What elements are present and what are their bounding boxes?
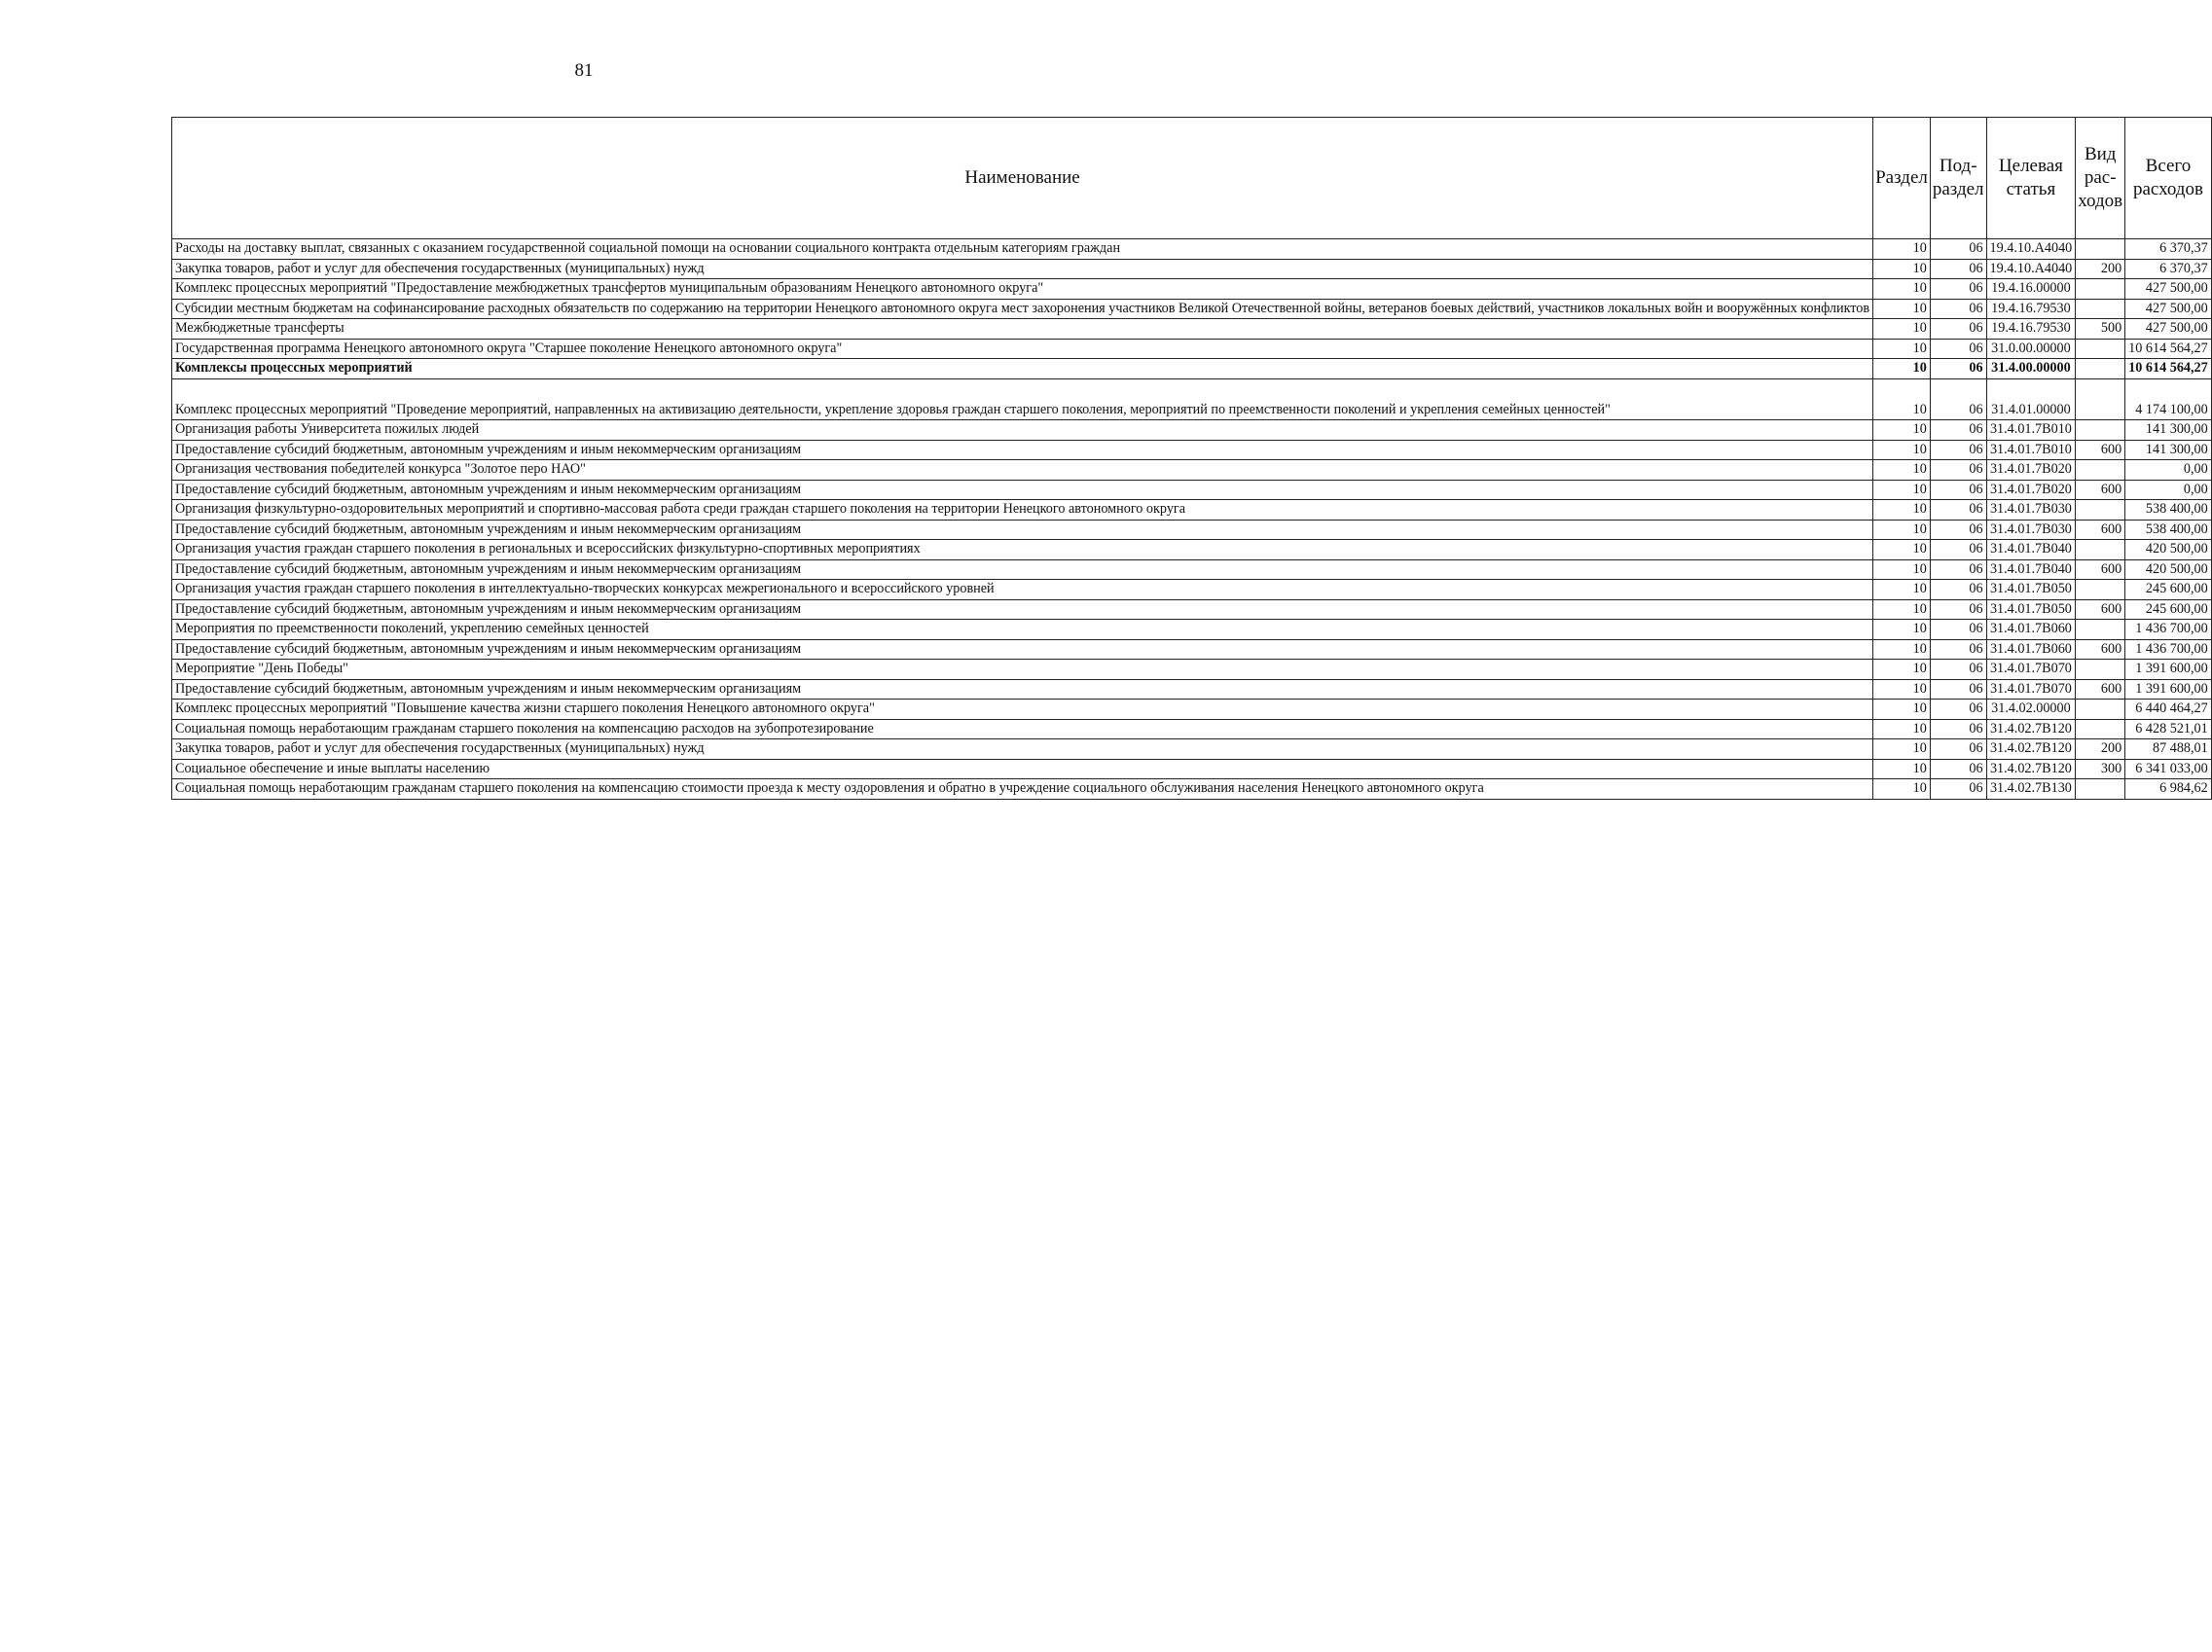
cell-target: 31.4.02.7В120 xyxy=(1986,759,2076,779)
cell-section: 10 xyxy=(1873,480,1931,500)
cell-subsection: 06 xyxy=(1930,378,1986,420)
cell-type: 300 xyxy=(2076,759,2125,779)
cell-section: 10 xyxy=(1873,559,1931,580)
cell-section: 10 xyxy=(1873,620,1931,640)
header-subsection: Под-раздел xyxy=(1930,118,1986,239)
cell-section: 10 xyxy=(1873,639,1931,660)
cell-name: Организация участия граждан старшего поколения в региональных и всероссийских физкультурно-спортивных мероприятиях xyxy=(172,540,1873,560)
cell-type xyxy=(2076,239,2125,260)
cell-subsection: 06 xyxy=(1930,500,1986,521)
cell-name: Межбюджетные трансферты xyxy=(172,319,1873,340)
cell-total: 6 428 521,01 xyxy=(2125,719,2212,739)
cell-target: 31.4.02.00000 xyxy=(1986,700,2076,720)
cell-subsection: 06 xyxy=(1930,660,1986,680)
cell-target: 31.4.01.00000 xyxy=(1986,378,2076,420)
table-row xyxy=(172,639,2212,660)
cell-total: 245 600,00 xyxy=(2125,599,2212,620)
table-row xyxy=(172,339,2212,359)
cell-target: 31.4.01.7В050 xyxy=(1986,599,2076,620)
cell-type xyxy=(2076,779,2125,800)
cell-type: 600 xyxy=(2076,599,2125,620)
cell-subsection: 06 xyxy=(1930,759,1986,779)
cell-subsection: 06 xyxy=(1930,279,1986,300)
cell-type xyxy=(2076,378,2125,420)
cell-subsection: 06 xyxy=(1930,679,1986,700)
cell-total: 141 300,00 xyxy=(2125,440,2212,460)
cell-total: 0,00 xyxy=(2125,460,2212,481)
cell-type xyxy=(2076,420,2125,441)
cell-type: 600 xyxy=(2076,639,2125,660)
table-row xyxy=(172,759,2212,779)
cell-section: 10 xyxy=(1873,259,1931,279)
cell-total: 6 370,37 xyxy=(2125,239,2212,260)
cell-type: 600 xyxy=(2076,480,2125,500)
cell-subsection: 06 xyxy=(1930,599,1986,620)
table-row xyxy=(172,700,2212,720)
cell-subsection: 06 xyxy=(1930,299,1986,319)
cell-total: 10 614 564,27 xyxy=(2125,359,2212,379)
cell-section: 10 xyxy=(1873,299,1931,319)
cell-type: 500 xyxy=(2076,319,2125,340)
cell-name: Комплекс процессных мероприятий "Предоставление межбюджетных трансфертов муниципальным образованиям Ненецкого автономного округа" xyxy=(172,279,1873,300)
cell-type: 600 xyxy=(2076,559,2125,580)
cell-type xyxy=(2076,460,2125,481)
cell-subsection: 06 xyxy=(1930,580,1986,600)
cell-name: Расходы на доставку выплат, связанных с оказанием государственной социальной помощи на основании социального контракта отдельным категориям граждан xyxy=(172,239,1873,260)
table-row xyxy=(172,359,2212,379)
cell-total: 420 500,00 xyxy=(2125,559,2212,580)
cell-target: 31.4.02.7В130 xyxy=(1986,779,2076,800)
table-row xyxy=(172,480,2212,500)
cell-total: 141 300,00 xyxy=(2125,420,2212,441)
cell-name: Социальная помощь неработающим гражданам старшего поколения на компенсацию расходов на зубопротезирование xyxy=(172,719,1873,739)
cell-total: 4 174 100,00 xyxy=(2125,378,2212,420)
cell-type xyxy=(2076,279,2125,300)
cell-subsection: 06 xyxy=(1930,460,1986,481)
cell-total: 427 500,00 xyxy=(2125,319,2212,340)
cell-section: 10 xyxy=(1873,719,1931,739)
cell-target: 31.4.01.7В010 xyxy=(1986,420,2076,441)
cell-target: 31.0.00.00000 xyxy=(1986,339,2076,359)
cell-target: 31.4.01.7В070 xyxy=(1986,679,2076,700)
table-row xyxy=(172,460,2212,481)
cell-target: 31.4.01.7В020 xyxy=(1986,480,2076,500)
header-target: Целевая статья xyxy=(1986,118,2076,239)
cell-name: Предоставление субсидий бюджетным, автономным учреждениям и иным некоммерческим организациям xyxy=(172,599,1873,620)
cell-total: 538 400,00 xyxy=(2125,500,2212,521)
cell-total: 427 500,00 xyxy=(2125,279,2212,300)
table-row xyxy=(172,580,2212,600)
cell-name: Комплексы процессных мероприятий xyxy=(172,359,1873,379)
cell-name: Организация чествования победителей конкурса "Золотое перо НАО" xyxy=(172,460,1873,481)
cell-total: 6 370,37 xyxy=(2125,259,2212,279)
cell-name: Предоставление субсидий бюджетным, автономным учреждениям и иным некоммерческим организациям xyxy=(172,520,1873,540)
cell-type: 200 xyxy=(2076,739,2125,760)
cell-name: Предоставление субсидий бюджетным, автономным учреждениям и иным некоммерческим организациям xyxy=(172,679,1873,700)
cell-subsection: 06 xyxy=(1930,779,1986,800)
table-row xyxy=(172,520,2212,540)
header-section: Раздел xyxy=(1873,118,1931,239)
cell-total: 6 440 464,27 xyxy=(2125,700,2212,720)
cell-target: 31.4.01.7В020 xyxy=(1986,460,2076,481)
cell-total: 1 391 600,00 xyxy=(2125,679,2212,700)
cell-name: Закупка товаров, работ и услуг для обеспечения государственных (муниципальных) нужд xyxy=(172,739,1873,760)
cell-section: 10 xyxy=(1873,679,1931,700)
cell-total: 245 600,00 xyxy=(2125,580,2212,600)
cell-total: 420 500,00 xyxy=(2125,540,2212,560)
cell-target: 31.4.01.7В070 xyxy=(1986,660,2076,680)
cell-total: 6 984,62 xyxy=(2125,779,2212,800)
cell-section: 10 xyxy=(1873,378,1931,420)
cell-section: 10 xyxy=(1873,440,1931,460)
cell-section: 10 xyxy=(1873,279,1931,300)
cell-target: 31.4.01.7В060 xyxy=(1986,639,2076,660)
cell-section: 10 xyxy=(1873,239,1931,260)
cell-name: Предоставление субсидий бюджетным, автономным учреждениям и иным некоммерческим организациям xyxy=(172,639,1873,660)
table-row xyxy=(172,500,2212,521)
cell-section: 10 xyxy=(1873,739,1931,760)
cell-section: 10 xyxy=(1873,420,1931,441)
cell-section: 10 xyxy=(1873,339,1931,359)
cell-target: 31.4.01.7В030 xyxy=(1986,500,2076,521)
header-type: Вид рас-ходов xyxy=(2076,118,2125,239)
cell-section: 10 xyxy=(1873,319,1931,340)
cell-subsection: 06 xyxy=(1930,620,1986,640)
cell-total: 427 500,00 xyxy=(2125,299,2212,319)
cell-section: 10 xyxy=(1873,520,1931,540)
header-total: Всего расходов xyxy=(2125,118,2212,239)
cell-type xyxy=(2076,620,2125,640)
cell-name: Организация физкультурно-оздоровительных мероприятий и спортивно-массовая работа среди граждан старшего поколения на территории Ненецкого автономного округа xyxy=(172,500,1873,521)
cell-name: Закупка товаров, работ и услуг для обеспечения государственных (муниципальных) нужд xyxy=(172,259,1873,279)
cell-name: Комплекс процессных мероприятий "Проведение мероприятий, направленных на активизацию деятельности, укрепление здоровья граждан старшего поколения, мероприятий по преемственности поколений и укрепления семейных ценностей" xyxy=(172,378,1873,420)
table-row xyxy=(172,440,2212,460)
cell-total: 0,00 xyxy=(2125,480,2212,500)
cell-name: Предоставление субсидий бюджетным, автономным учреждениям и иным некоммерческим организациям xyxy=(172,440,1873,460)
table-body xyxy=(172,239,2212,800)
cell-subsection: 06 xyxy=(1930,239,1986,260)
cell-type xyxy=(2076,339,2125,359)
cell-section: 10 xyxy=(1873,500,1931,521)
table-row xyxy=(172,739,2212,760)
cell-name: Предоставление субсидий бюджетным, автономным учреждениям и иным некоммерческим организациям xyxy=(172,559,1873,580)
cell-subsection: 06 xyxy=(1930,739,1986,760)
cell-target: 31.4.01.7В010 xyxy=(1986,440,2076,460)
cell-type: 600 xyxy=(2076,440,2125,460)
cell-target: 19.4.10.А4040 xyxy=(1986,259,2076,279)
cell-type xyxy=(2076,500,2125,521)
table-row xyxy=(172,378,2212,420)
cell-target: 31.4.00.00000 xyxy=(1986,359,2076,379)
cell-total: 10 614 564,27 xyxy=(2125,339,2212,359)
cell-total: 1 391 600,00 xyxy=(2125,660,2212,680)
cell-name: Социальная помощь неработающим гражданам старшего поколения на компенсацию стоимости проезда к месту оздоровления и обратно в учреждение социального обслуживания населения Ненецкого автономного округа xyxy=(172,779,1873,800)
cell-type xyxy=(2076,359,2125,379)
cell-name: Организация участия граждан старшего поколения в интеллектуально-творческих конкурсах межрегионального и всероссийского уровней xyxy=(172,580,1873,600)
cell-section: 10 xyxy=(1873,460,1931,481)
cell-total: 538 400,00 xyxy=(2125,520,2212,540)
table-row xyxy=(172,299,2212,319)
cell-target: 19.4.16.00000 xyxy=(1986,279,2076,300)
cell-target: 19.4.10.А4040 xyxy=(1986,239,2076,260)
cell-section: 10 xyxy=(1873,359,1931,379)
cell-subsection: 06 xyxy=(1930,420,1986,441)
cell-subsection: 06 xyxy=(1930,540,1986,560)
cell-subsection: 06 xyxy=(1930,559,1986,580)
cell-section: 10 xyxy=(1873,580,1931,600)
table-row xyxy=(172,620,2212,640)
cell-target: 31.4.01.7В040 xyxy=(1986,559,2076,580)
header-name: Наименование xyxy=(172,118,1873,239)
cell-total: 87 488,01 xyxy=(2125,739,2212,760)
cell-type xyxy=(2076,540,2125,560)
cell-subsection: 06 xyxy=(1930,639,1986,660)
cell-subsection: 06 xyxy=(1930,359,1986,379)
cell-target: 19.4.16.79530 xyxy=(1986,299,2076,319)
cell-subsection: 06 xyxy=(1930,339,1986,359)
table-row xyxy=(172,420,2212,441)
cell-total: 1 436 700,00 xyxy=(2125,639,2212,660)
cell-target: 19.4.16.79530 xyxy=(1986,319,2076,340)
cell-name: Мероприятие "День Победы" xyxy=(172,660,1873,680)
table-row xyxy=(172,660,2212,680)
cell-type xyxy=(2076,700,2125,720)
cell-section: 10 xyxy=(1873,599,1931,620)
table-row xyxy=(172,259,2212,279)
table-row xyxy=(172,319,2212,340)
table-header-row xyxy=(172,118,2212,239)
table-row xyxy=(172,779,2212,800)
page-number: 81 xyxy=(574,60,594,81)
cell-type xyxy=(2076,580,2125,600)
cell-total: 6 341 033,00 xyxy=(2125,759,2212,779)
cell-name: Предоставление субсидий бюджетным, автономным учреждениям и иным некоммерческим организациям xyxy=(172,480,1873,500)
cell-type: 600 xyxy=(2076,679,2125,700)
cell-name: Социальное обеспечение и иные выплаты населению xyxy=(172,759,1873,779)
cell-name: Мероприятия по преемственности поколений, укреплению семейных ценностей xyxy=(172,620,1873,640)
table-row xyxy=(172,540,2212,560)
cell-type: 600 xyxy=(2076,520,2125,540)
cell-name: Комплекс процессных мероприятий "Повышение качества жизни старшего поколения Ненецкого автономного округа" xyxy=(172,700,1873,720)
cell-section: 10 xyxy=(1873,759,1931,779)
cell-type: 200 xyxy=(2076,259,2125,279)
table-row xyxy=(172,719,2212,739)
cell-target: 31.4.02.7В120 xyxy=(1986,719,2076,739)
cell-subsection: 06 xyxy=(1930,440,1986,460)
cell-subsection: 06 xyxy=(1930,700,1986,720)
cell-subsection: 06 xyxy=(1930,480,1986,500)
cell-target: 31.4.01.7В030 xyxy=(1986,520,2076,540)
cell-subsection: 06 xyxy=(1930,319,1986,340)
cell-target: 31.4.02.7В120 xyxy=(1986,739,2076,760)
table-row xyxy=(172,559,2212,580)
cell-type xyxy=(2076,660,2125,680)
cell-name: Государственная программа Ненецкого автономного округа "Старшее поколение Ненецкого автономного округа" xyxy=(172,339,1873,359)
cell-section: 10 xyxy=(1873,540,1931,560)
cell-name: Субсидии местным бюджетам на софинансирование расходных обязательств по содержанию на территории Ненецкого автономного округа мест захоронения участников Великой Отечественной войны, ветеранов боевых действий, участников локальных войн и вооружённых конфликтов xyxy=(172,299,1873,319)
cell-target: 31.4.01.7В050 xyxy=(1986,580,2076,600)
cell-total: 1 436 700,00 xyxy=(2125,620,2212,640)
budget-table xyxy=(171,117,2212,800)
table-row xyxy=(172,679,2212,700)
cell-target: 31.4.01.7В040 xyxy=(1986,540,2076,560)
cell-subsection: 06 xyxy=(1930,259,1986,279)
cell-subsection: 06 xyxy=(1930,719,1986,739)
cell-type xyxy=(2076,719,2125,739)
cell-section: 10 xyxy=(1873,660,1931,680)
table-row xyxy=(172,599,2212,620)
cell-name: Организация работы Университета пожилых людей xyxy=(172,420,1873,441)
cell-target: 31.4.01.7В060 xyxy=(1986,620,2076,640)
cell-section: 10 xyxy=(1873,779,1931,800)
table-row xyxy=(172,279,2212,300)
cell-subsection: 06 xyxy=(1930,520,1986,540)
table-row xyxy=(172,239,2212,260)
cell-type xyxy=(2076,299,2125,319)
cell-section: 10 xyxy=(1873,700,1931,720)
